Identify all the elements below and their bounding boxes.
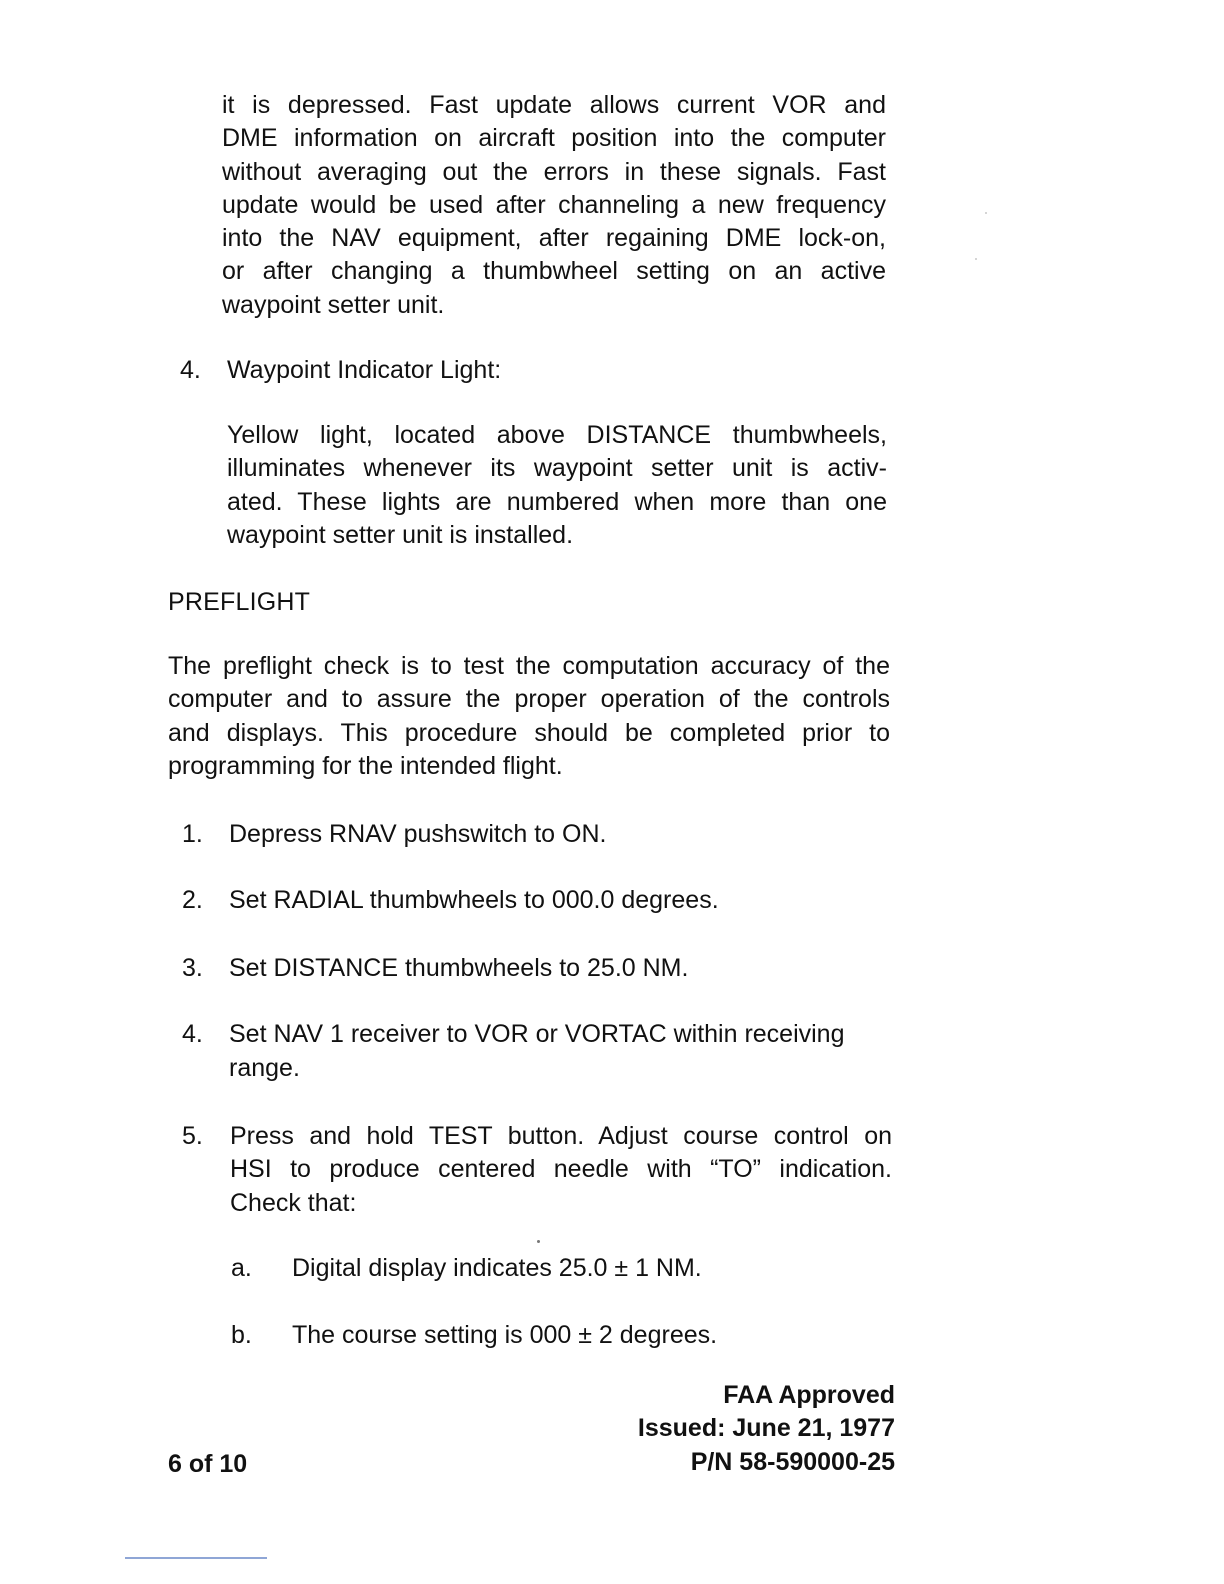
section-heading: PREFLIGHT [168, 588, 311, 616]
issue-date: Issued: June 21, 1977 [637, 1414, 895, 1442]
page-number: 6 of 10 [168, 1450, 248, 1478]
text-line: The preflight check is to test the computation accuracy of the [168, 652, 890, 680]
text-line: DME information on aircraft position into the computer [222, 124, 886, 153]
step-text [230, 1120, 892, 1220]
text-line: without averaging out the errors in these signals. Fast [222, 157, 886, 186]
step-text: Set NAV 1 receiver to VOR or VORTAC within receiving [229, 1020, 845, 1048]
text-line: programming for the intended flight. [168, 751, 563, 780]
text-line: and displays. This procedure should be completed prior to [168, 718, 890, 747]
step-number: 1. [182, 820, 203, 848]
text-line: illuminates whenever its waypoint setter unit is activ- [227, 454, 887, 483]
preflight-intro [168, 650, 890, 783]
substep-letter: a. [231, 1254, 252, 1282]
text-line: HSI to produce centered needle with “TO” indication. [230, 1155, 892, 1184]
faa-approved-label: FAA Approved [723, 1381, 895, 1409]
scan-speck [537, 1240, 540, 1243]
text-line: Check that: [230, 1188, 357, 1217]
scan-edge-line [125, 1557, 267, 1559]
step-text: range. [229, 1054, 300, 1082]
text-line: or after changing a thumbwheel setting on an active [222, 257, 886, 286]
substep-letter: b. [231, 1321, 252, 1349]
scan-speck [985, 212, 987, 214]
step-text: Depress RNAV pushswitch to ON. [229, 820, 607, 848]
text-line: waypoint setter unit. [222, 290, 445, 319]
substep-text: Digital display indicates 25.0 ± 1 NM. [292, 1254, 702, 1282]
step-number: 3. [182, 954, 203, 982]
item-title: Waypoint Indicator Light: [227, 356, 502, 384]
text-line: update would be used after channeling a new frequency [222, 190, 886, 219]
continuation-paragraph [222, 89, 886, 322]
scan-speck [975, 258, 977, 260]
text-line: it is depressed. Fast update allows current VOR and [222, 91, 886, 119]
step-number: 2. [182, 886, 203, 914]
text-line: computer and to assure the proper operation of the controls [168, 685, 890, 714]
text-line: Press and hold TEST button. Adjust course control on [230, 1122, 892, 1150]
item-description [227, 419, 887, 552]
text-line: waypoint setter unit is installed. [227, 520, 574, 549]
text-line: Yellow light, located above DISTANCE thumbwheels, [227, 421, 887, 449]
step-number: 5. [182, 1122, 203, 1150]
text-line: into the NAV equipment, after regaining DME lock-on, [222, 224, 886, 253]
step-text: Set RADIAL thumbwheels to 000.0 degrees. [229, 886, 719, 914]
step-text: Set DISTANCE thumbwheels to 25.0 NM. [229, 954, 689, 982]
text-line: ated. These lights are numbered when more than one [227, 487, 887, 516]
substep-text: The course setting is 000 ± 2 degrees. [292, 1321, 718, 1349]
part-number: P/N 58-590000-25 [690, 1448, 895, 1476]
step-number: 4. [182, 1020, 203, 1048]
item-number: 4. [180, 356, 201, 384]
